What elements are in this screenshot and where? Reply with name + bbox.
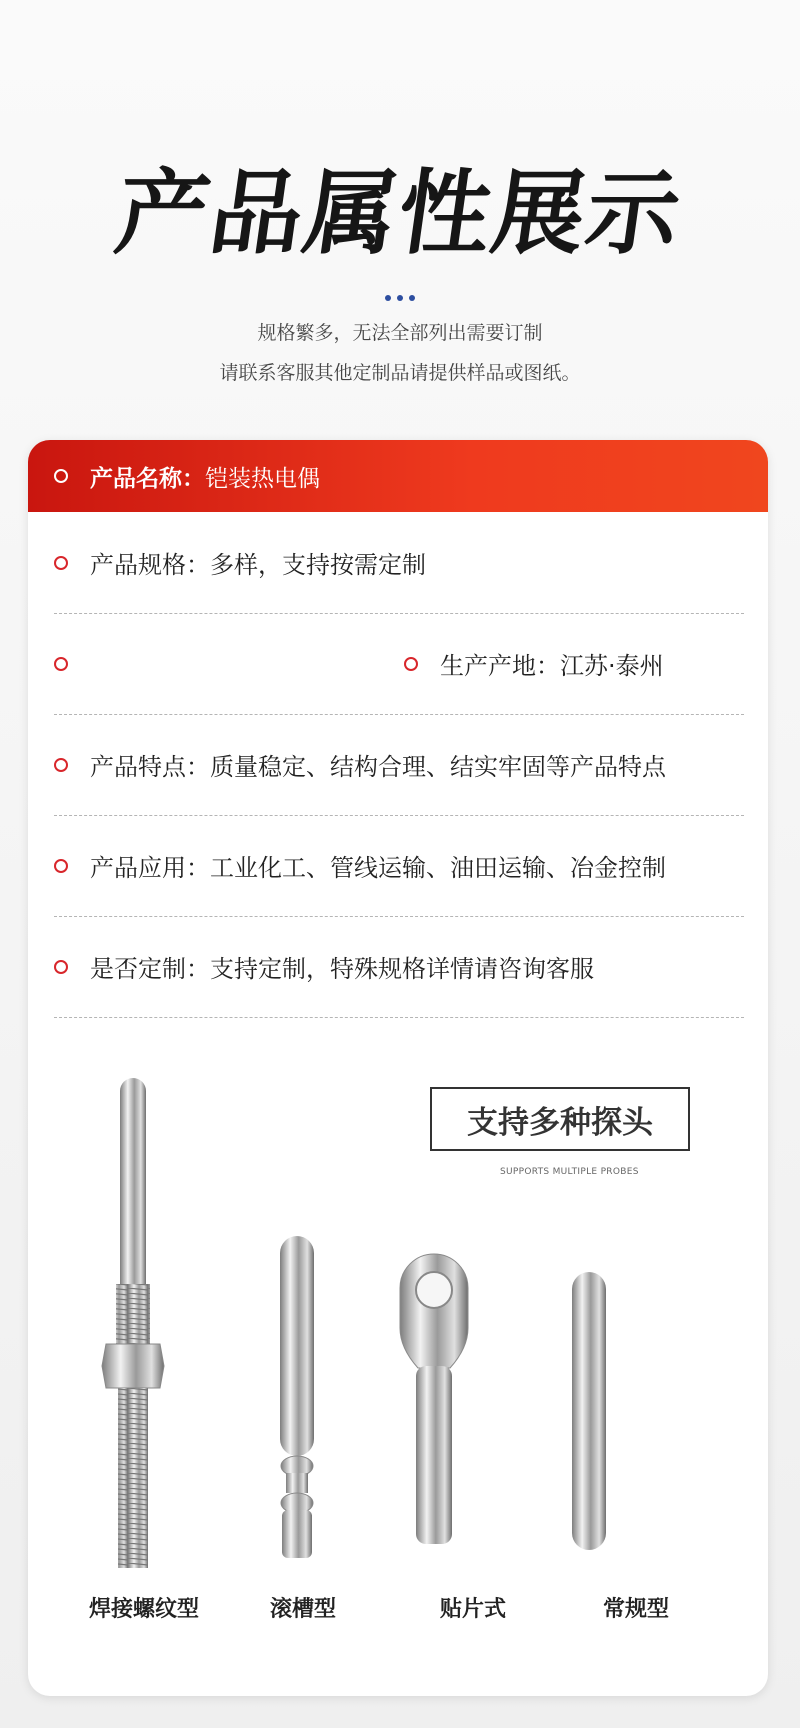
bullet-ring-icon xyxy=(54,657,68,671)
attribute-text-origin: 生产产地：江苏·泰州 xyxy=(440,652,664,680)
attribute-text: 产品规格：多样，支持按需定制 xyxy=(90,551,426,579)
attribute-text: 产品应用：工业化工、管线运输、油田运输、冶金控制 xyxy=(90,854,666,882)
probe-label-rolling-groove: 滚槽型 xyxy=(269,1597,336,1622)
probe-rolling-groove-icon xyxy=(280,1236,314,1558)
subtitle-line-2: 请联系客服其他定制品请提供样品或图纸。 xyxy=(219,362,581,384)
attribute-row-spec xyxy=(54,512,744,614)
attribute-row-origin xyxy=(54,613,744,715)
decorative-dots xyxy=(0,286,800,305)
attribute-text: 产品特点：质量稳定、结构合理、结实牢固等产品特点 xyxy=(90,753,666,781)
probe-welded-thread-icon xyxy=(102,1078,164,1568)
probe-illustrations xyxy=(28,1018,768,1588)
bullet-ring-icon xyxy=(54,960,68,974)
bullet-ring-icon xyxy=(54,469,68,483)
attribute-row-application xyxy=(54,815,744,917)
bullet-ring-icon xyxy=(54,859,68,873)
probe-label-regular: 常规型 xyxy=(602,1597,669,1622)
probe-badge: 支持多种探头 xyxy=(430,1087,690,1151)
attribute-row-features xyxy=(54,714,744,816)
attribute-text: 是否定制：支持定制，特殊规格详情请咨询客服 xyxy=(90,955,594,983)
bullet-ring-icon xyxy=(54,758,68,772)
attribute-row-customization xyxy=(54,916,744,1018)
subtitle-line-1: 规格繁多，无法全部列出需要订制 xyxy=(257,322,543,344)
origin-column xyxy=(404,646,664,681)
bullet-ring-icon xyxy=(404,657,418,671)
product-name-header xyxy=(28,440,768,512)
probe-label-lug-patch: 贴片式 xyxy=(439,1597,506,1622)
probe-label-welded-thread: 焊接螺纹型 xyxy=(88,1597,199,1622)
probe-lug-patch-icon xyxy=(400,1254,468,1544)
bullet-ring-icon xyxy=(54,556,68,570)
product-name-value: 铠装热电偶 xyxy=(205,465,320,492)
probe-regular-icon xyxy=(572,1272,606,1550)
probe-badge-subtitle: SUPPORTS MULTIPLE PROBES xyxy=(500,1167,639,1177)
page-title: 产品属性展示 xyxy=(109,160,689,267)
product-name-label: 产品名称： xyxy=(90,465,205,492)
